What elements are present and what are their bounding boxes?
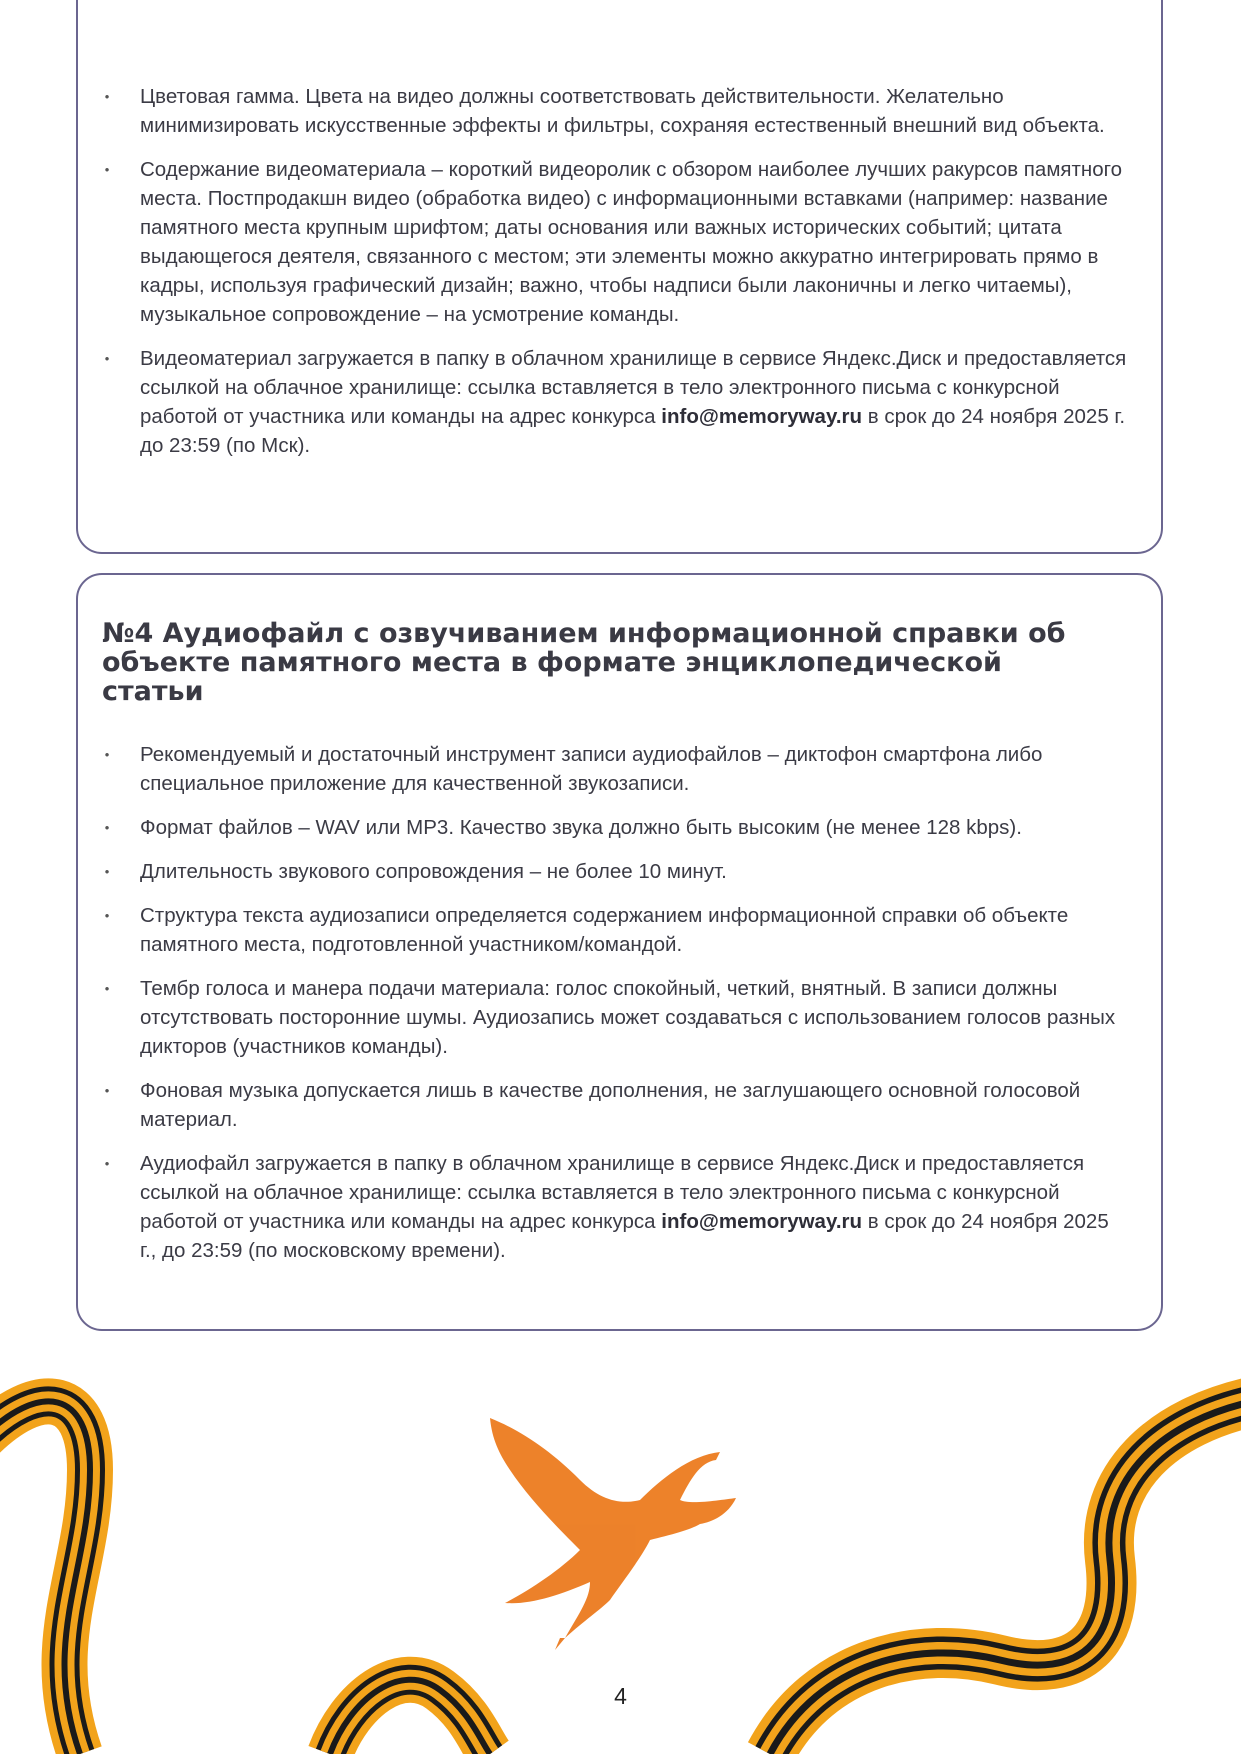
list-item-text: Цветовая гамма. Цвета на видео должны соответствовать действительности. Желательно минимизировать искусственные эффекты и фильтры, сохраняя естественный внешний вид объекта. [140,85,1105,137]
list-item-text: Тембр голоса и манера подачи материала: голос спокойный, четкий, внятный. В записи должны отсутствовать посторонние шумы. Аудиозапись может создаваться с использованием голосов разных дикторов (участников команды). [140,977,1116,1058]
list-item-text-tail: в срок до 24 ноября 2025 г. до 23:59 (по Мск). [140,405,1126,457]
contest-email-link[interactable]: info@memoryway.ru [661,405,863,428]
list-item-text: Длительность звукового сопровождения – не более 10 минут. [140,860,727,883]
contest-email-link[interactable]: info@memoryway.ru [661,1210,863,1233]
bullet-icon: • [104,162,110,177]
list-item-text: Содержание видеоматериала – короткий видеоролик с обзором наиболее лучших ракурсов памятного места. Постпродакшн видео (обработка видео) с информационными вставками (например: название памятного места крупным шрифтом; даты основания или важных исторических событий; цитата выдающегося деятеля, связанного с местом; эти элементы можно аккуратно интегрировать прямо в кадры, используя графический дизайн; важно, чтобы надписи были лаконичны и легко читаемы), музыкальное сопровождение – на усмотрение команды. [140,158,1123,326]
list-item-text: Аудиофайл загружается в папку в облачном хранилище в сервисе Яндекс.Диск и предоставляется ссылкой на облачное хранилище: ссылка вставляется в тело электронного письма с конкурсной работой от участника или команды на адрес конкурса [140,1152,1085,1233]
bullet-icon: • [104,351,110,366]
list-item-text: Видеоматериал загружается в папку в облачном хранилище в сервисе Яндекс.Диск и предоставляется ссылкой на облачное хранилище: ссылка вставляется в тело электронного письма с конкурсной работой от участника или команды на адрес конкурса [140,347,1127,428]
list-item-text: Рекомендуемый и достаточный инструмент записи аудиофайлов – диктофон смартфона либо специальное приложение для качественной звукозаписи. [140,743,1043,795]
bullet-icon: • [104,864,110,879]
list-item-text-tail: в срок до 24 ноября 2025 г., до 23:59 (по московскому времени). [140,1210,1109,1262]
bullet-icon: • [104,1156,110,1171]
bullet-icon: • [104,820,110,835]
bullet-icon: • [104,89,110,104]
bullet-icon: • [104,981,110,996]
section-heading: №4 Аудиофайл с озвучиванием информационной справки об объекте памятного места в формате энциклопедической статьи [102,618,1066,707]
list-item-text: Фоновая музыка допускается лишь в качестве дополнения, не заглушающего основной голосовой материал. [140,1079,1081,1131]
crane-icon [490,1418,736,1650]
bullet-icon: • [104,1083,110,1098]
bullet-icon: • [104,908,110,923]
list-item-text: Структура текста аудиозаписи определяется содержанием информационной справки об объекте памятного места, подготовленной участником/командой. [140,904,1069,956]
list-item-text: Формат файлов – WAV или MP3. Качество звука должно быть высоким (не менее 128 kbps). [140,816,1022,839]
bullet-icon: • [104,747,110,762]
page-number: 4 [614,1683,627,1709]
